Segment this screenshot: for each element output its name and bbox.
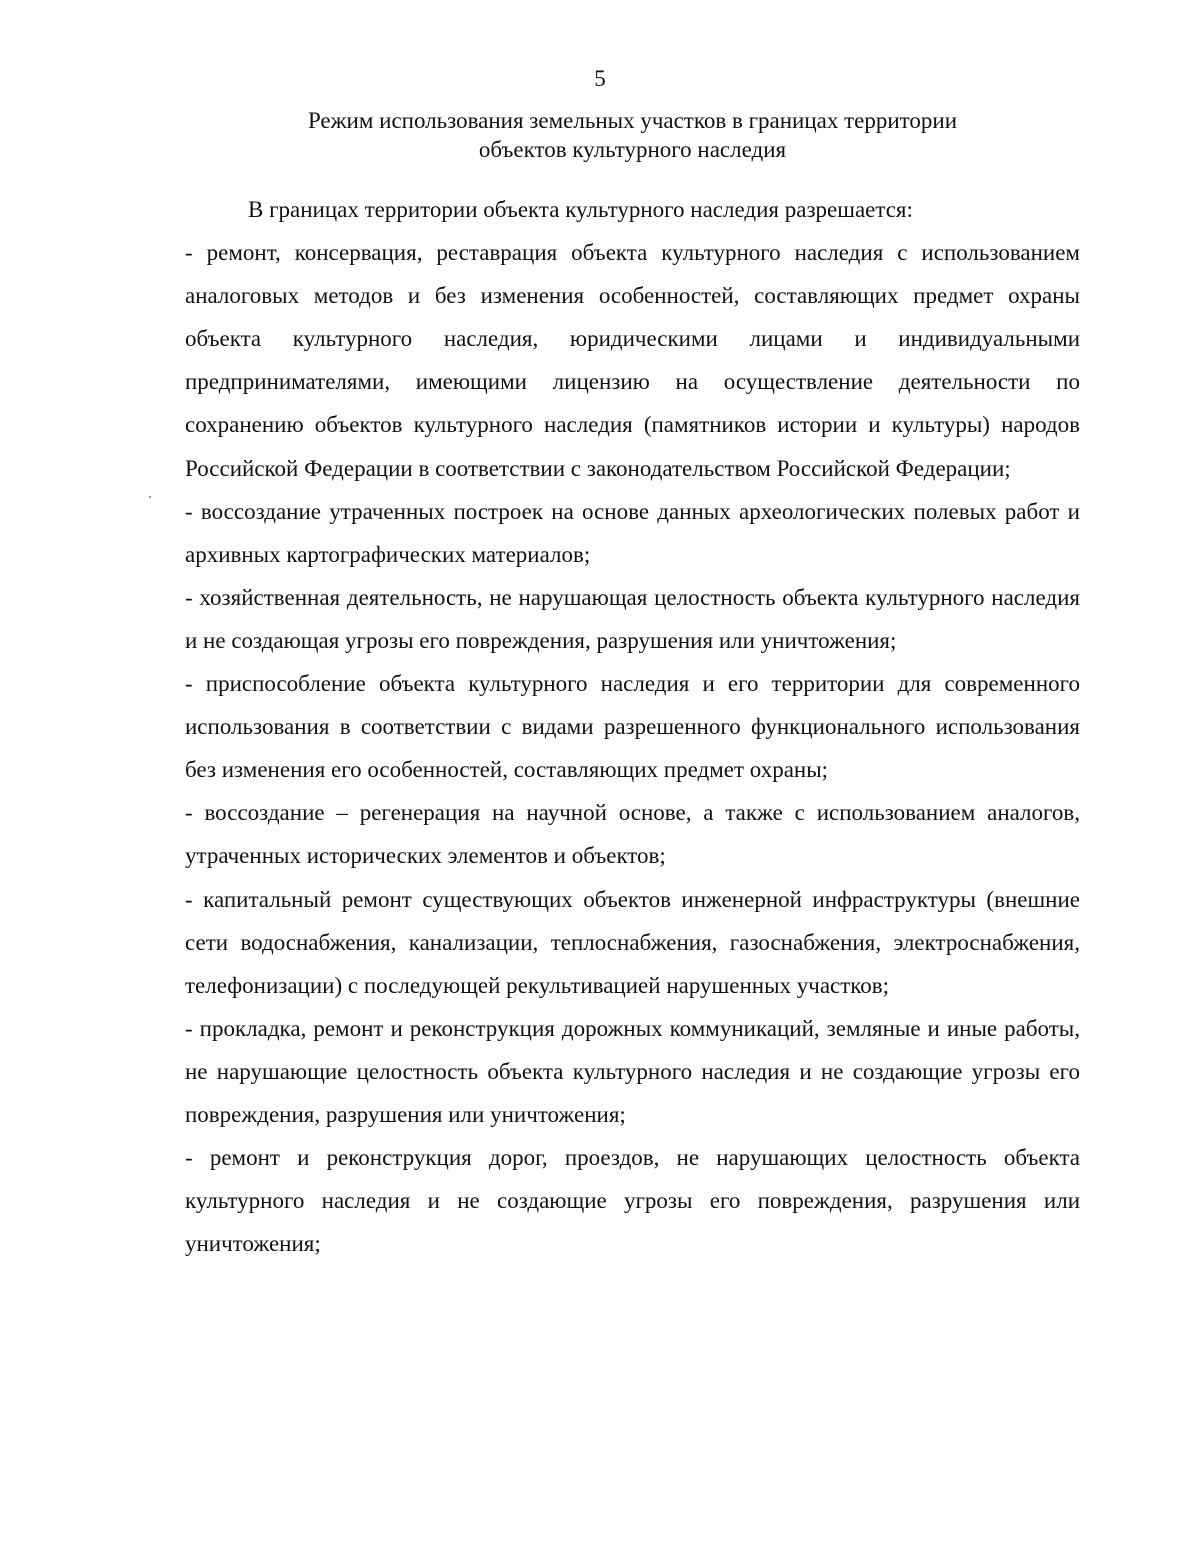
section-title-line-2: объектов культурного наследия <box>478 137 787 162</box>
list-item: - воссоздание – регенерация на научной основе, а также с использованием аналогов, утраченных исторических элементов и объектов; <box>185 800 1080 869</box>
intro-paragraph: В границах территории объекта культурного наследия разрешается: <box>248 197 913 222</box>
list-item: - капитальный ремонт существующих объектов инженерной инфраструктуры (внешние сети водоснабжения, канализации, теплоснабжения, газоснабжения, электроснабжения, телефонизации) с последующей рекультивацией нарушенных участков; <box>185 886 1080 998</box>
document-body <box>185 188 1080 1265</box>
list-item: - ремонт и реконструкция дорог, проездов, не нарушающих целостность объекта культурного наследия и не создающие угрозы его повреждения, разрушения или уничтожения; <box>185 1145 1080 1257</box>
page-number: 5 <box>594 66 606 91</box>
section-title-line-1: Режим использования земельных участков в границах территории <box>307 108 958 133</box>
list-item: - приспособление объекта культурного наследия и его территории для современного использования в соответствии с видами разрешенного функционального использования без изменения его особенностей, составляющих предмет охраны; <box>185 671 1080 783</box>
margin-mark <box>149 496 151 498</box>
list-item: - ремонт, консервация, реставрация объекта культурного наследия с использованием аналоговых методов и без изменения особенностей, составляющих предмет охраны объекта культурного наследия, юридическими лицами и индивидуальными предпринимателями, имеющими лицензию на осуществление деятельности по сохранению объектов культурного наследия (памятников истории и культуры) народов Российской Федерации в соответствии с законодательством Российской Федерации; <box>185 240 1080 481</box>
list-item: - хозяйственная деятельность, не нарушающая целостность объекта культурного наследия и не создающая угрозы его повреждения, разрушения или уничтожения; <box>185 584 1080 653</box>
list-item: - прокладка, ремонт и реконструкция дорожных коммуникаций, земляные и иные работы, не нарушающие целостность объекта культурного наследия и не создающие угрозы его повреждения, разрушения или уничтожения; <box>185 1015 1080 1127</box>
list-item: - воссоздание утраченных построек на основе данных археологических полевых работ и архивных картографических материалов; <box>185 498 1080 567</box>
section-title <box>185 106 1080 164</box>
